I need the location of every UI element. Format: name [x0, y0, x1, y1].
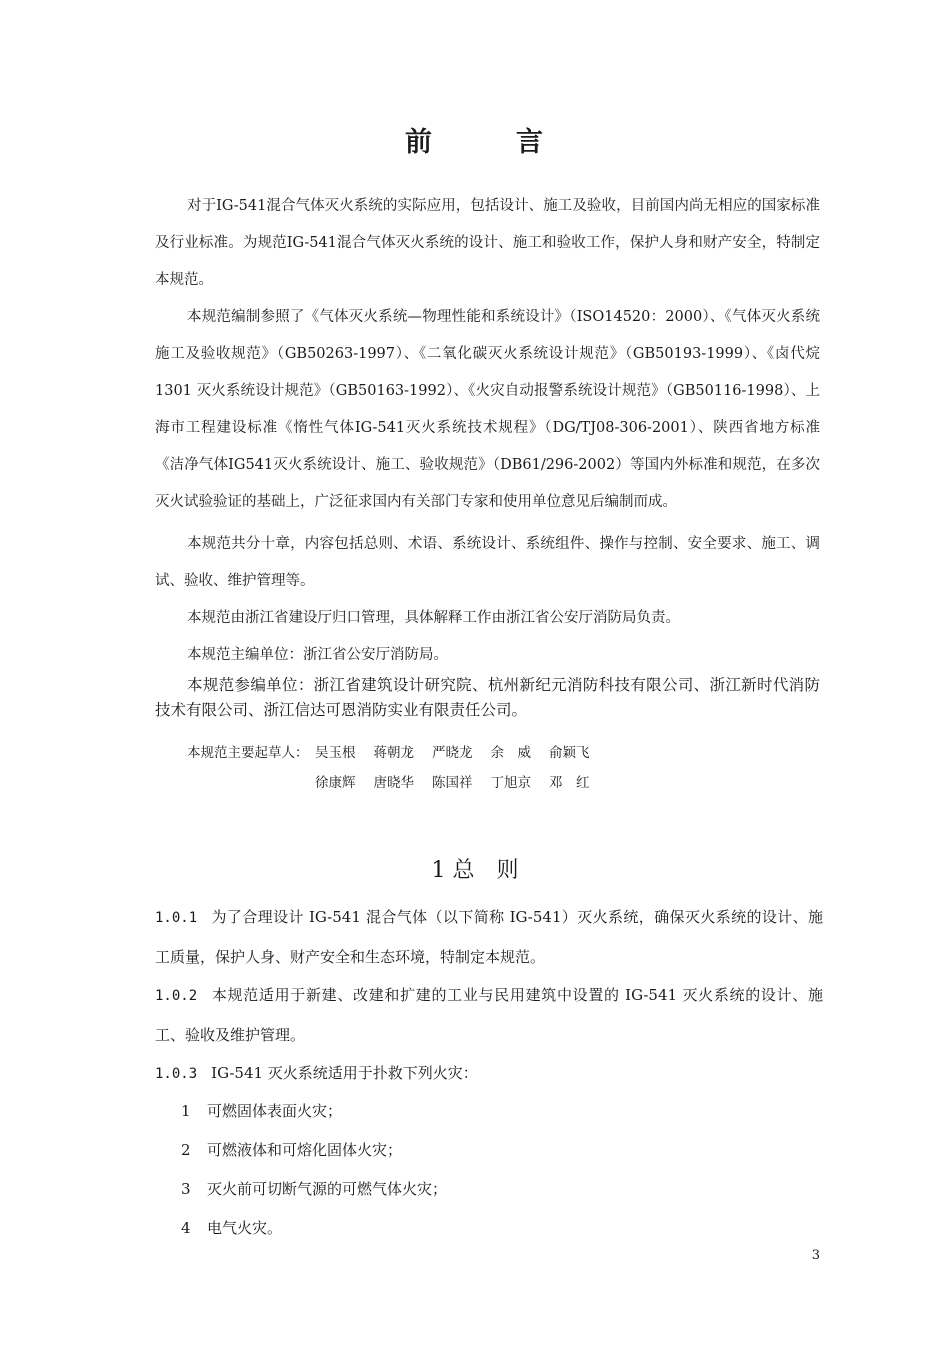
list-item	[181, 1092, 342, 1131]
preface-paragraph-1: 对于IG-541混合气体灭火系统的实际应用，包括设计、施工及验收，目前国内尚无相应的国家标准及行业标准。为规范IG-541混合气体灭火系统的设计、施工和验收工作，保护人身和财产安全，特制定本规范。	[155, 198, 820, 288]
drafter-name: 陈国祥	[432, 775, 473, 791]
clause-1-0-1	[155, 898, 823, 977]
list-item	[181, 1131, 402, 1170]
drafter-name: 丁旭京	[490, 775, 531, 791]
preface-paragraph-4: 本规范由浙江省建设厅归口管理，具体解释工作由浙江省公安厅消防局负责。	[187, 610, 680, 626]
drafter-name: 唐晓华	[373, 775, 414, 791]
drafter-name: 邓 红	[549, 775, 590, 791]
drafters-row-2	[187, 768, 608, 798]
list-item-text: 可燃液体和可熔化固体火灾；	[207, 1141, 403, 1159]
chapter-1-title: 1 总 则	[431, 858, 519, 883]
drafter-name: 吴玉根	[315, 745, 356, 761]
list-item-number: 1	[181, 1102, 191, 1120]
clause-1-0-2	[155, 976, 823, 1055]
preface-paragraph-5: 本规范主编单位：浙江省公安厅消防局。	[187, 647, 448, 663]
list-item-number: 4	[181, 1219, 191, 1237]
clause-number: 1.0.1	[155, 910, 198, 926]
list-item-number: 2	[181, 1141, 191, 1159]
preface-paragraph-6: 本规范参编单位：浙江省建筑设计研究院、杭州新纪元消防科技有限公司、浙江新时代消防技术有限公司、浙江信达可恩消防实业有限责任公司。	[155, 676, 820, 719]
drafter-name: 严晓龙	[432, 745, 473, 761]
drafter-name: 余 威	[490, 745, 531, 761]
clause-text: IG-541 灭火系统适用于扑救下列火灾：	[211, 1064, 478, 1082]
drafter-name: 蒋朝龙	[373, 745, 414, 761]
list-item-text: 可燃固体表面火灾；	[207, 1102, 343, 1120]
preface-title	[0, 120, 950, 159]
clause-1-0-3	[155, 1054, 823, 1094]
list-item-number: 3	[181, 1180, 191, 1198]
clause-number: 1.0.2	[155, 988, 198, 1004]
list-item	[181, 1170, 447, 1209]
drafter-name: 俞颖飞	[549, 745, 590, 761]
list-item-text: 灭火前可切断气源的可燃气体火灾；	[207, 1180, 448, 1198]
drafters-label: 本规范主要起草人：	[187, 745, 309, 761]
drafters-row-1	[187, 738, 608, 768]
preface-paragraph-3: 本规范共分十章，内容包括总则、术语、系统设计、系统组件、操作与控制、安全要求、施工、调试、验收、维护管理等。	[155, 536, 820, 589]
clause-text: 本规范适用于新建、改建和扩建的工业与民用建筑中设置的 IG-541 灭火系统的设计、施工、验收及维护管理。	[155, 986, 823, 1044]
drafters-block	[187, 738, 608, 798]
page-number: 3	[811, 1248, 820, 1263]
clause-number: 1.0.3	[155, 1066, 198, 1082]
preface-paragraph-2: 本规范编制参照了《气体灭火系统—物理性能和系统设计》（ISO14520：2000）、《气体灭火系统施工及验收规范》（GB50263-1997）、《二氧化碳灭火系统设计规范》（GB50193-1999）、《卤代烷 1301 灭火系统设计规范》（GB50163-1992）、《火灾自动报警系统设计规范》（GB50116-1998）、上海市工程建设标准《惰性气体IG-541灭火系统技术规程》（DG/TJ08-306-2001）、陕西省地方标准《洁净气体IG541灭火系统设计、施工、验收规范》（DB61/296-2002）等国内外标准和规范，在多次灭火试验验证的基础上，广泛征求国内有关部门专家和使用单位意见后编制而成。	[155, 309, 820, 510]
preface-title-char-2: 言	[516, 127, 545, 158]
clause-text: 为了合理设计 IG-541 混合气体（以下简称 IG-541）灭火系统，确保灭火系统的设计、施工质量，保护人身、财产安全和生态环境，特制定本规范。	[155, 908, 823, 966]
list-item	[181, 1209, 282, 1248]
list-item-text: 电气火灾。	[207, 1219, 283, 1237]
drafter-name: 徐康辉	[315, 775, 356, 791]
preface-title-char-1: 前	[405, 127, 434, 158]
